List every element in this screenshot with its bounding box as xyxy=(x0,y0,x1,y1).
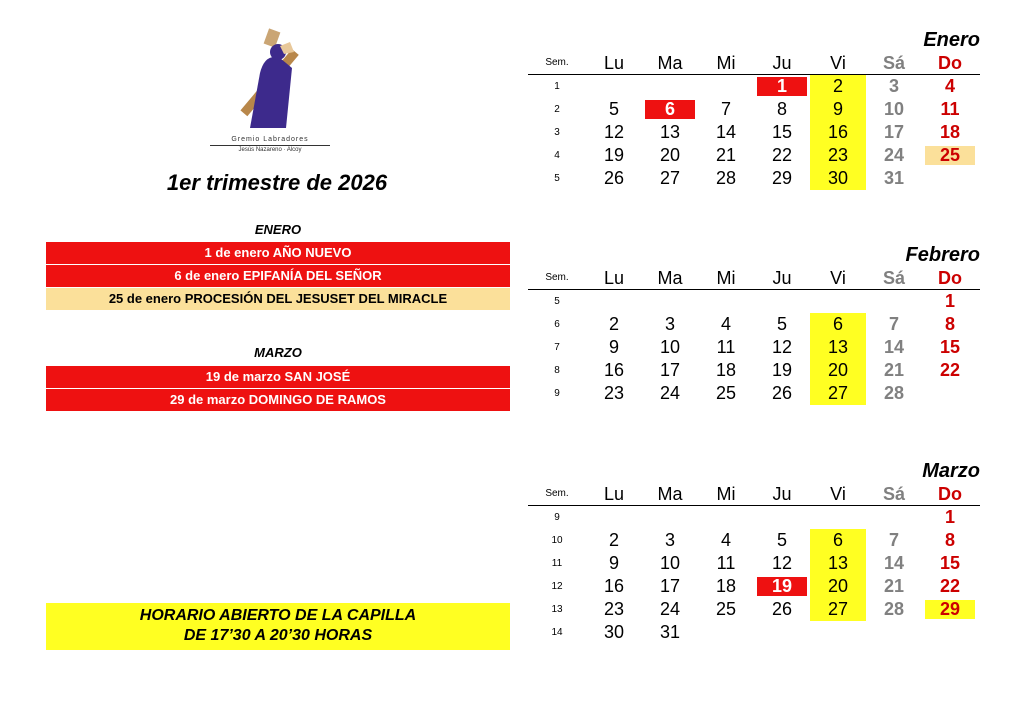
week-row xyxy=(528,336,980,359)
week-row xyxy=(528,290,980,313)
day-cell: 22 xyxy=(939,360,961,380)
week-row xyxy=(528,121,980,144)
day-cell: 5 xyxy=(776,530,787,550)
day-cell: 7 xyxy=(888,314,899,334)
day-cell: 9 xyxy=(810,98,866,121)
empty-day-cell xyxy=(810,621,866,644)
day-cell: 8 xyxy=(944,314,955,334)
day-cell: 13 xyxy=(810,336,866,359)
day-cell: 23 xyxy=(603,383,625,403)
day-cell: 16 xyxy=(603,360,625,380)
day-cell: 2 xyxy=(810,75,866,98)
empty-day-cell xyxy=(698,506,754,529)
weekday-header xyxy=(528,267,980,290)
weekday-label: Ju xyxy=(772,484,792,504)
day-cell: 21 xyxy=(883,576,905,596)
week-number: 10 xyxy=(551,535,563,546)
weekday-label: Vi xyxy=(830,53,846,73)
empty-day-cell xyxy=(698,621,754,644)
empty-day-cell xyxy=(866,506,922,529)
empty-day-cell xyxy=(586,75,642,98)
weekday-label: Ma xyxy=(657,268,683,288)
week-row xyxy=(528,167,980,190)
day-cell: 30 xyxy=(810,167,866,190)
week-row xyxy=(528,529,980,552)
day-cell: 16 xyxy=(603,576,625,596)
day-cell: 20 xyxy=(810,359,866,382)
day-cell: 17 xyxy=(883,122,905,142)
day-cell: 29 xyxy=(771,168,793,188)
day-cell: 17 xyxy=(659,576,681,596)
empty-day-cell xyxy=(922,167,978,190)
empty-day-cell xyxy=(642,75,698,98)
holiday-item: 1 de enero AÑO NUEVO xyxy=(46,242,510,264)
week-number: 3 xyxy=(554,127,560,138)
empty-day-cell xyxy=(866,290,922,313)
week-row xyxy=(528,575,980,598)
empty-day-cell xyxy=(810,290,866,313)
weekday-header xyxy=(528,52,980,75)
weekday-label: Sá xyxy=(882,53,906,73)
weekday-label: Mi xyxy=(716,268,736,288)
day-cell: 11 xyxy=(716,337,736,357)
day-cell: 1 xyxy=(944,507,955,527)
week-number: 2 xyxy=(554,104,560,115)
day-cell: 14 xyxy=(715,122,737,142)
day-cell: 25 xyxy=(715,599,737,619)
weekday-label: Lu xyxy=(603,268,625,288)
day-cell: 24 xyxy=(659,383,681,403)
week-row xyxy=(528,144,980,167)
week-number: 5 xyxy=(554,173,560,184)
weekday-label: Mi xyxy=(716,484,736,504)
day-cell: 5 xyxy=(776,314,787,334)
day-cell: 25 xyxy=(715,383,737,403)
logo-text-top: Gremio Labradores xyxy=(231,136,309,143)
week-number: 5 xyxy=(554,296,560,307)
weekday-label: Vi xyxy=(830,484,846,504)
day-cell: 9 xyxy=(608,337,619,357)
day-cell: 1 xyxy=(757,77,807,96)
empty-day-cell xyxy=(922,621,978,644)
day-cell: 10 xyxy=(659,553,681,573)
day-cell: 29 xyxy=(925,600,975,619)
day-cell: 2 xyxy=(608,314,619,334)
chapel-hours-box xyxy=(46,603,510,650)
day-cell: 27 xyxy=(659,168,681,188)
week-number: 9 xyxy=(554,388,560,399)
day-cell: 22 xyxy=(939,576,961,596)
day-cell: 12 xyxy=(771,553,793,573)
day-cell: 14 xyxy=(883,337,905,357)
holiday-item: 6 de enero EPIFANÍA DEL SEÑOR xyxy=(46,265,510,287)
day-cell: 26 xyxy=(771,599,793,619)
month-calendar-enero xyxy=(528,28,980,190)
weekday-label: Ma xyxy=(657,53,683,73)
week-row xyxy=(528,506,980,529)
day-cell: 20 xyxy=(810,575,866,598)
day-cell: 3 xyxy=(664,530,675,550)
holiday-list-enero xyxy=(46,242,510,311)
week-number: 12 xyxy=(551,581,563,592)
month-name: Enero xyxy=(923,29,980,51)
day-cell: 11 xyxy=(940,99,960,119)
weekday-label: Do xyxy=(938,484,962,504)
empty-day-cell xyxy=(642,290,698,313)
holiday-list-marzo xyxy=(46,366,510,412)
week-number: 9 xyxy=(554,512,560,523)
day-cell: 18 xyxy=(715,360,737,380)
logo-text-bottom: Jesús Nazareno · Alcoy xyxy=(210,145,330,153)
weekday-label: Sá xyxy=(882,268,906,288)
day-cell: 31 xyxy=(883,168,905,188)
day-cell: 2 xyxy=(608,530,619,550)
day-cell: 21 xyxy=(715,145,737,165)
month-calendar-marzo xyxy=(528,459,980,644)
holiday-item: 25 de enero PROCESIÓN DEL JESUSET DEL MIRACLE xyxy=(46,288,510,310)
weekday-label: Do xyxy=(938,268,962,288)
holiday-item: 29 de marzo DOMINGO DE RAMOS xyxy=(46,389,510,411)
chapel-hours-line2: DE 17’30 A 20’30 HORAS xyxy=(183,627,373,644)
day-cell: 15 xyxy=(939,337,961,357)
week-number: 8 xyxy=(554,365,560,376)
day-cell: 7 xyxy=(720,99,731,119)
day-cell: 3 xyxy=(664,314,675,334)
weekday-label: Mi xyxy=(716,53,736,73)
day-cell: 4 xyxy=(944,76,955,96)
empty-day-cell xyxy=(810,506,866,529)
weekday-header xyxy=(528,483,980,506)
day-cell: 28 xyxy=(883,599,905,619)
day-cell: 4 xyxy=(720,530,731,550)
day-cell: 19 xyxy=(757,577,807,596)
empty-day-cell xyxy=(586,290,642,313)
week-number-header: Sem. xyxy=(545,57,569,68)
month-calendar-febrero xyxy=(528,243,980,405)
week-number: 6 xyxy=(554,319,560,330)
week-row xyxy=(528,621,980,644)
holiday-heading-marzo: MARZO xyxy=(254,345,302,360)
holiday-item: 19 de marzo SAN JOSÉ xyxy=(46,366,510,388)
day-cell: 17 xyxy=(659,360,681,380)
weekday-label: Lu xyxy=(603,484,625,504)
day-cell: 24 xyxy=(883,145,905,165)
empty-day-cell xyxy=(754,506,810,529)
day-cell: 28 xyxy=(883,383,905,403)
month-name: Marzo xyxy=(922,460,980,482)
holiday-heading-enero: ENERO xyxy=(254,222,302,237)
week-row xyxy=(528,382,980,405)
day-cell: 21 xyxy=(883,360,905,380)
day-cell: 12 xyxy=(771,337,793,357)
weekday-label: Vi xyxy=(830,268,846,288)
weekday-label: Lu xyxy=(603,53,625,73)
week-number-header: Sem. xyxy=(545,272,569,283)
guild-logo xyxy=(210,28,330,158)
day-cell: 13 xyxy=(659,122,681,142)
day-cell: 6 xyxy=(645,100,695,119)
week-number-header: Sem. xyxy=(545,488,569,499)
weekday-label: Ju xyxy=(772,53,792,73)
empty-day-cell xyxy=(754,621,810,644)
day-cell: 18 xyxy=(715,576,737,596)
day-cell: 8 xyxy=(944,530,955,550)
day-cell: 30 xyxy=(603,622,625,642)
day-cell: 18 xyxy=(939,122,961,142)
empty-day-cell xyxy=(586,506,642,529)
day-cell: 11 xyxy=(716,553,736,573)
week-number: 1 xyxy=(554,81,560,92)
day-cell: 25 xyxy=(925,146,975,165)
day-cell: 16 xyxy=(810,121,866,144)
empty-day-cell xyxy=(922,382,978,405)
week-row xyxy=(528,598,980,621)
weekday-label: Ju xyxy=(772,268,792,288)
day-cell: 22 xyxy=(771,145,793,165)
day-cell: 26 xyxy=(771,383,793,403)
day-cell: 5 xyxy=(608,99,619,119)
day-cell: 12 xyxy=(603,122,625,142)
week-row xyxy=(528,552,980,575)
day-cell: 4 xyxy=(720,314,731,334)
empty-day-cell xyxy=(754,290,810,313)
day-cell: 8 xyxy=(776,99,787,119)
week-number: 7 xyxy=(554,342,560,353)
day-cell: 13 xyxy=(810,552,866,575)
day-cell: 6 xyxy=(810,313,866,336)
weekday-label: Do xyxy=(938,53,962,73)
week-number: 4 xyxy=(554,150,560,161)
weekday-label: Ma xyxy=(657,484,683,504)
day-cell: 23 xyxy=(810,144,866,167)
day-cell: 26 xyxy=(603,168,625,188)
page-title: 1er trimestre de 2026 xyxy=(166,170,388,195)
week-number: 14 xyxy=(551,627,563,638)
empty-day-cell xyxy=(642,506,698,529)
day-cell: 3 xyxy=(888,76,899,96)
day-cell: 28 xyxy=(715,168,737,188)
day-cell: 20 xyxy=(659,145,681,165)
empty-day-cell xyxy=(866,621,922,644)
week-number: 11 xyxy=(551,558,563,569)
chapel-hours-line1: HORARIO ABIERTO DE LA CAPILLA xyxy=(139,607,417,624)
day-cell: 14 xyxy=(883,553,905,573)
day-cell: 15 xyxy=(771,122,793,142)
day-cell: 10 xyxy=(883,99,905,119)
day-cell: 24 xyxy=(659,599,681,619)
week-row xyxy=(528,359,980,382)
day-cell: 23 xyxy=(603,599,625,619)
day-cell: 27 xyxy=(810,382,866,405)
day-cell: 1 xyxy=(944,291,955,311)
month-name: Febrero xyxy=(905,244,980,266)
day-cell: 9 xyxy=(608,553,619,573)
weekday-label: Sá xyxy=(882,484,906,504)
empty-day-cell xyxy=(698,290,754,313)
week-row xyxy=(528,98,980,121)
day-cell: 6 xyxy=(810,529,866,552)
day-cell: 7 xyxy=(888,530,899,550)
empty-day-cell xyxy=(698,75,754,98)
day-cell: 15 xyxy=(939,553,961,573)
day-cell: 10 xyxy=(659,337,681,357)
day-cell: 31 xyxy=(659,622,681,642)
day-cell: 27 xyxy=(810,598,866,621)
week-row xyxy=(528,75,980,98)
day-cell: 19 xyxy=(603,145,625,165)
week-row xyxy=(528,313,980,336)
nazareno-figure-icon xyxy=(220,28,320,133)
day-cell: 19 xyxy=(771,360,793,380)
week-number: 13 xyxy=(551,604,563,615)
